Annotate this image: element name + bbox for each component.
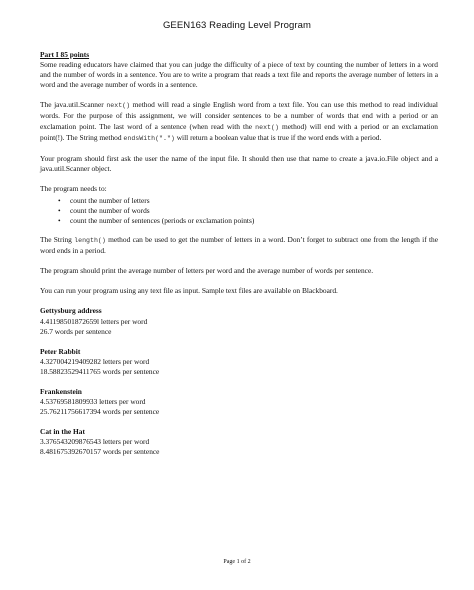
result-words: 26.7 words per sentence <box>40 326 112 336</box>
scanner-text-4: will return a boolean value that is true if the word ends with a period. <box>174 132 382 142</box>
result-letters: 4.53769581809933 letters per word <box>40 397 146 407</box>
result-title: Frankenstein <box>40 386 82 396</box>
list-item: • count the number of words <box>58 206 438 216</box>
result-block <box>40 306 438 336</box>
needs-intro: The program needs to: <box>40 183 107 193</box>
code-next-1: next() <box>106 102 131 110</box>
needs-list <box>40 196 438 226</box>
code-next-2: next() <box>255 123 279 131</box>
result-words: 8.481675392670157 words per sentence <box>40 447 160 457</box>
result-title: Cat in the Hat <box>40 427 85 437</box>
result-words: 18.58823529411765 words per sentence <box>40 366 160 376</box>
length-text-1: The String <box>40 235 75 245</box>
input-file-paragraph: Your program should first ask the user the name of the input file. It should then use that name to create a java.io.File object and a java.util.Scanner object. <box>40 153 438 173</box>
length-text-2: method can be used to get the number of letters in a word. Don’t forget to subtract one from the length if the word ends in a period. <box>40 235 438 256</box>
result-block <box>40 347 438 377</box>
result-title: Gettysburg address <box>40 306 102 316</box>
result-title: Peter Rabbit <box>40 346 81 356</box>
document-body <box>40 50 438 468</box>
result-letters: 4.41198501872659l letters per word <box>40 316 148 326</box>
code-endswith: endsWith(".") <box>123 134 175 142</box>
print-paragraph: The program should print the average number of letters per word and the average number of words per sentence. <box>40 266 374 276</box>
result-letters: 4.327004219409282 letters per word <box>40 356 150 366</box>
part-heading: Part I 85 points <box>40 50 90 59</box>
length-paragraph <box>40 235 438 256</box>
result-letters: 3.376543209876543 letters per word <box>40 437 150 447</box>
document-title: GEEN163 Reading Level Program <box>162 20 312 31</box>
scanner-text-2: method will read a single English word from a text file. You can use this method to read individual words. For the purpose of this assignment, we will consider sentences to be a number of words that end with a period or an exclamation point. The last word of a sentence (when read with the <box>40 100 438 131</box>
result-block <box>40 427 438 457</box>
run-paragraph: You can run your program using any text file as input. Sample text files are available on Blackboard. <box>40 286 338 296</box>
code-length: length() <box>74 237 106 245</box>
result-block <box>40 387 438 417</box>
result-words: 25.76211756617394 words per sentence <box>40 407 160 417</box>
list-item: • count the number of letters <box>58 196 438 206</box>
scanner-text-1: The java.util.Scanner <box>40 100 107 110</box>
page-number: Page 1 of 2 <box>223 559 251 565</box>
scanner-text-3: method) will end with a period or an exclamation point(!). The String method <box>40 121 438 142</box>
scanner-paragraph <box>40 100 438 143</box>
intro-paragraph: Some reading educators have claimed that you can judge the difficulty of a piece of text by counting the number of letters in a word and the number of words in a sentence. You are to write a program that reads a text file and reports the average number of letters in a word and the average number of words in a sentence. <box>40 60 438 90</box>
list-item: • count the number of sentences (periods or exclamation points) <box>58 216 438 226</box>
